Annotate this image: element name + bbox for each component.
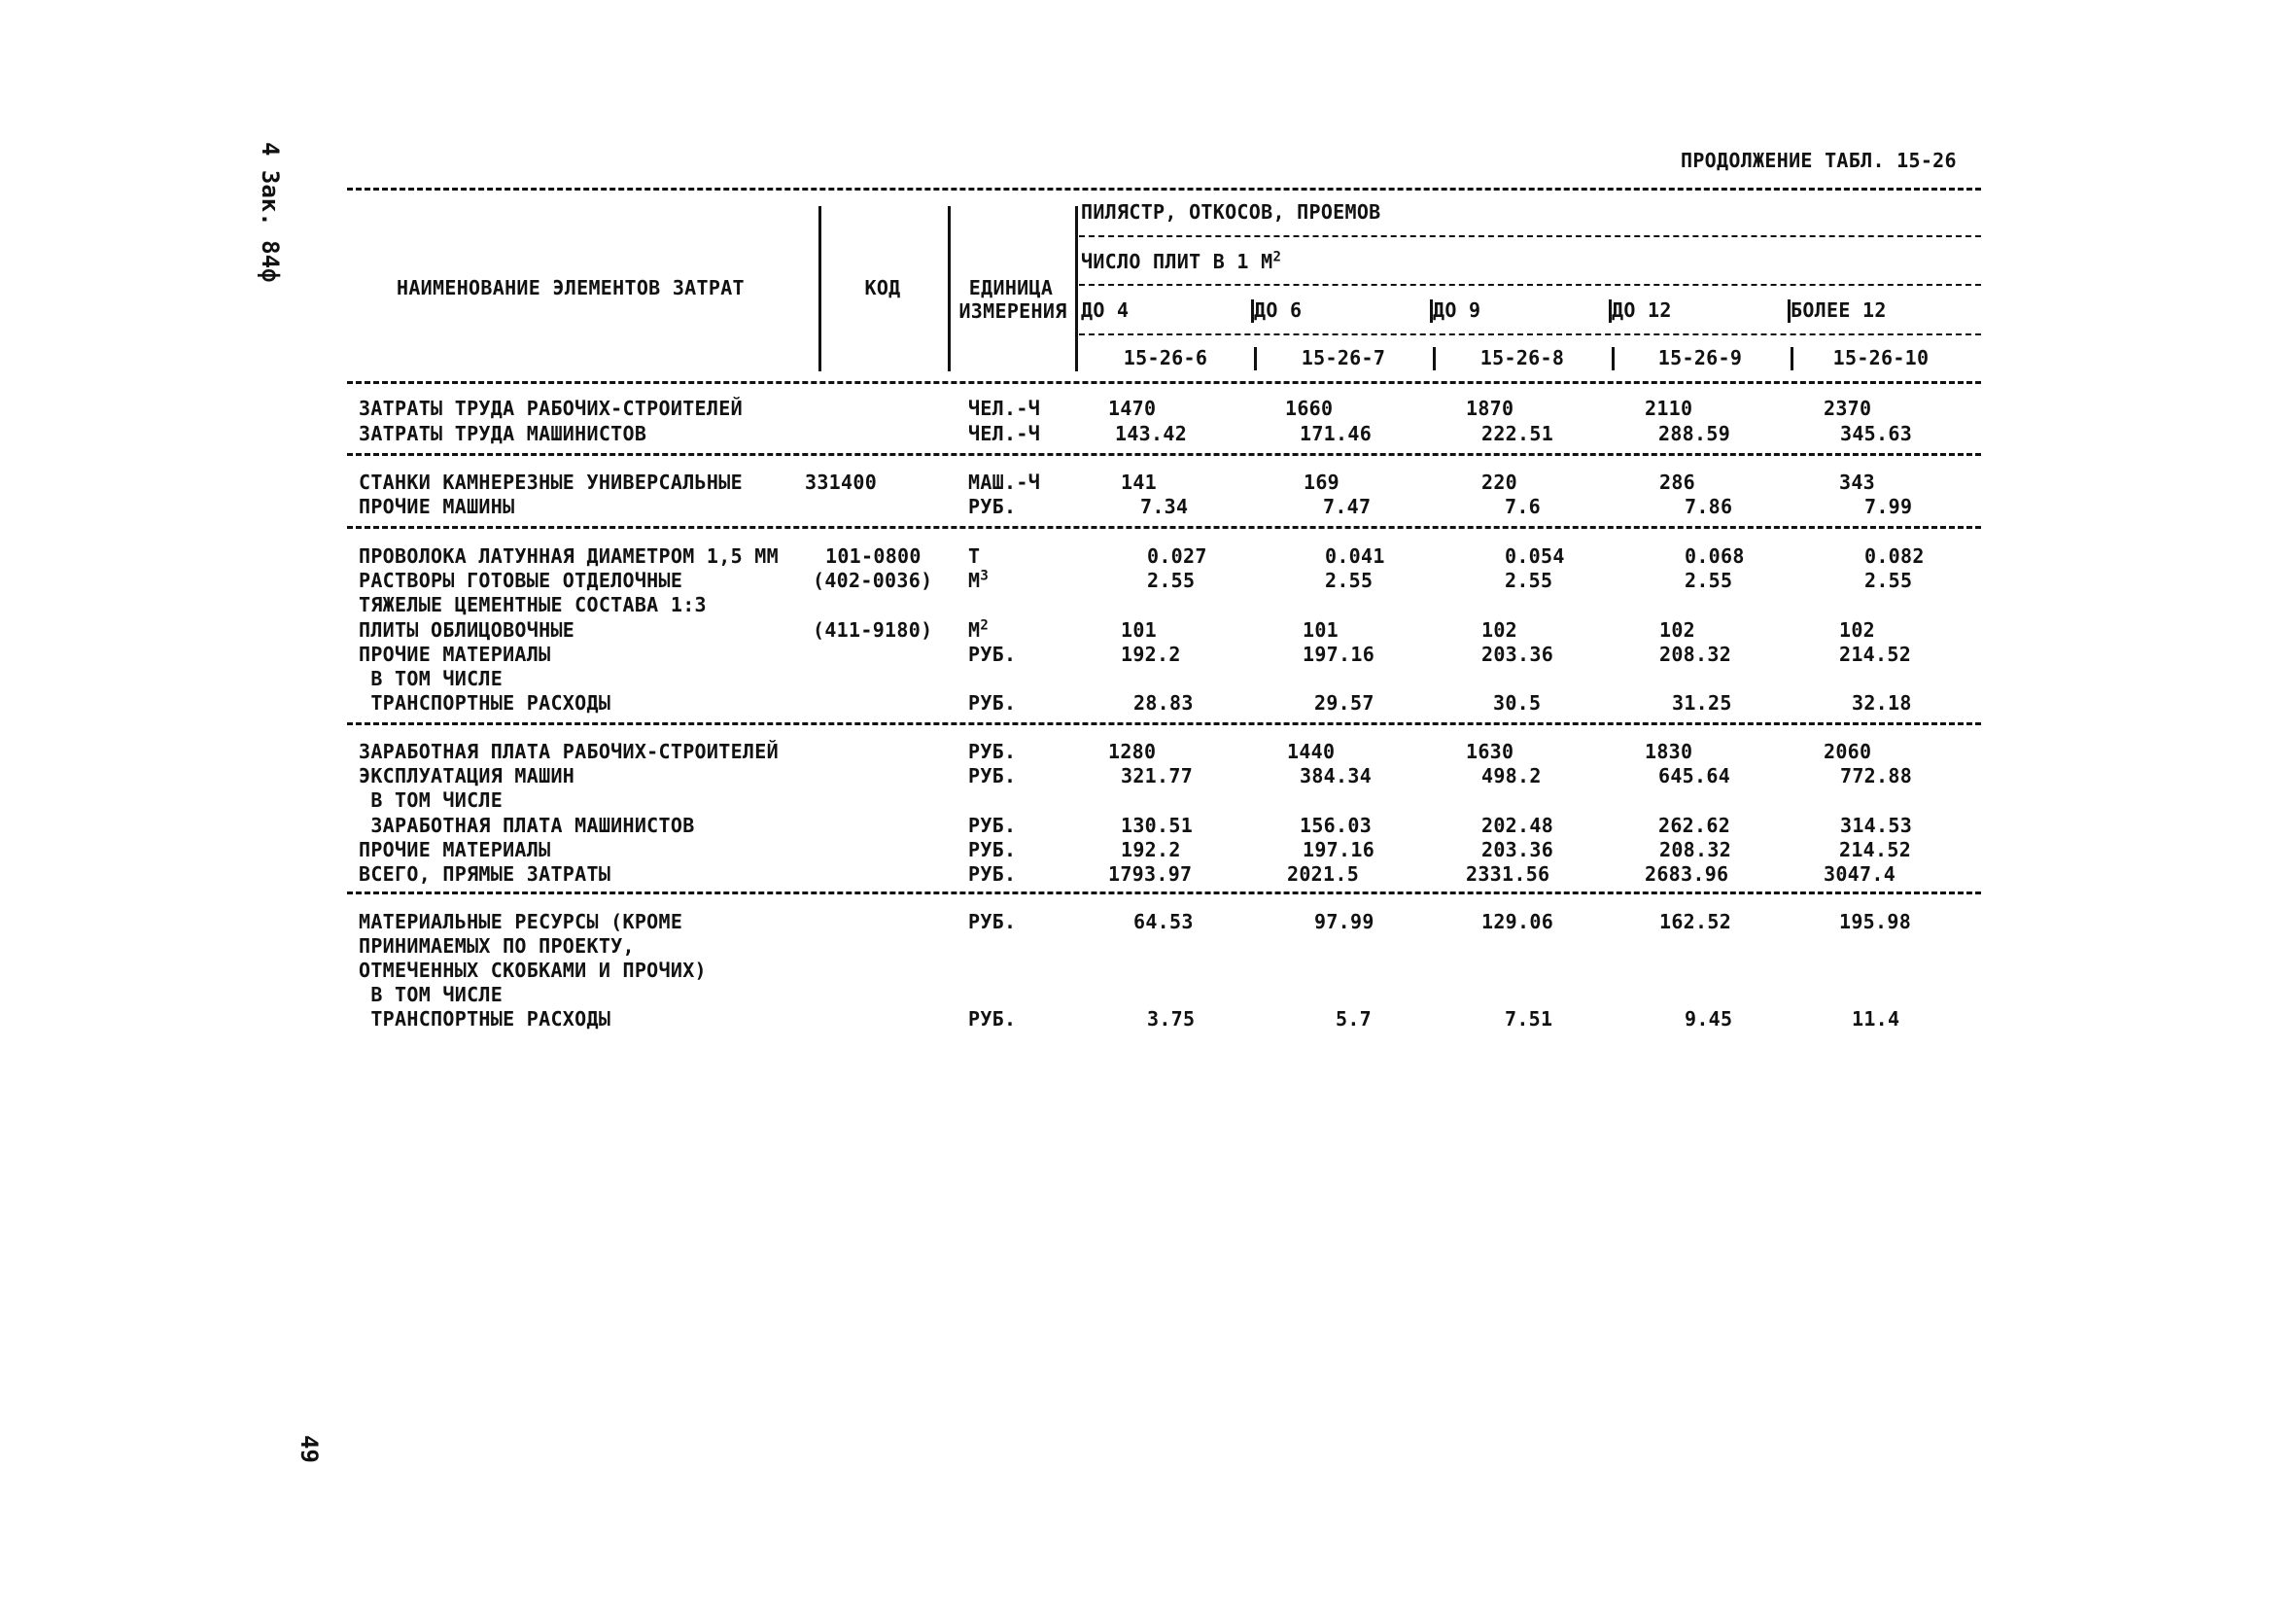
unit-sup: 2 — [980, 617, 990, 634]
row-value: 1440 — [1287, 740, 1336, 763]
row-value: 498.2 — [1481, 764, 1542, 787]
row-name: В ТОМ ЧИСЛЕ — [359, 788, 504, 812]
row-value: 195.98 — [1839, 910, 1912, 933]
unit-text: М — [968, 569, 981, 592]
range-3: ДО 9 — [1433, 298, 1481, 322]
range-divider — [1788, 299, 1791, 323]
code-5: 15-26-10 — [1832, 346, 1930, 369]
range-divider — [1251, 299, 1254, 323]
row-value: 203.36 — [1481, 643, 1554, 666]
range-5: БОЛЕЕ 12 — [1791, 298, 1887, 322]
row-value: 222.51 — [1481, 422, 1554, 445]
row-value: 3047.4 — [1824, 862, 1896, 886]
code-divider — [1254, 347, 1257, 370]
row-value: 156.03 — [1300, 814, 1373, 837]
row-name: ЗАТРАТЫ ТРУДА МАШИНИСТОВ — [359, 422, 647, 445]
row-unit: РУБ. — [968, 740, 1017, 763]
row-value: 197.16 — [1303, 643, 1375, 666]
row-name: ТЯЖЕЛЫЕ ЦЕМЕНТНЫЕ СОСТАВА 1:3 — [359, 593, 707, 616]
range-rule — [1079, 333, 1981, 335]
row-value: 288.59 — [1658, 422, 1731, 445]
code-2: 15-26-7 — [1301, 346, 1386, 369]
row-value: 0.041 — [1325, 544, 1385, 568]
row-value: 0.082 — [1864, 544, 1925, 568]
row-unit — [968, 570, 989, 591]
row-name: ПЛИТЫ ОБЛИЦОВОЧНЫЕ — [359, 618, 575, 642]
range-4: ДО 12 — [1612, 298, 1672, 322]
row-value: 192.2 — [1121, 643, 1181, 666]
row-name: ПРИНИМАЕМЫХ ПО ПРОЕКТУ, — [359, 934, 635, 958]
row-value: 2021.5 — [1287, 862, 1360, 886]
row-value: 1470 — [1108, 397, 1157, 420]
row-name: РАСТВОРЫ ГОТОВЫЕ ОТДЕЛОЧНЫЕ — [359, 569, 683, 592]
row-name: ПРОЧИЕ МАТЕРИАЛЫ — [359, 643, 551, 666]
row-value: 202.48 — [1481, 814, 1554, 837]
row-name: ТРАНСПОРТНЫЕ РАСХОДЫ — [359, 1007, 611, 1031]
row-value: 102 — [1481, 618, 1518, 642]
row-name: В ТОМ ЧИСЛЕ — [359, 667, 504, 690]
row-value: 314.53 — [1840, 814, 1913, 837]
row-value: 220 — [1481, 471, 1518, 494]
row-name: ПРОВОЛОКА ЛАТУННАЯ ДИАМЕТРОМ 1,5 ММ — [359, 544, 779, 568]
column-header-code: КОД — [864, 276, 901, 299]
range-2: ДО 6 — [1254, 298, 1303, 322]
column-header-unit-2: ИЗМЕРЕНИЯ — [958, 299, 1067, 323]
row-value: 0.054 — [1505, 544, 1565, 568]
section-rule — [347, 526, 1981, 529]
code-divider — [1612, 347, 1615, 370]
row-name: ЭКСПЛУАТАЦИЯ МАШИН — [359, 764, 575, 787]
row-value: 7.34 — [1140, 495, 1189, 518]
row-unit: РУБ. — [968, 691, 1017, 715]
range-1: ДО 4 — [1081, 298, 1130, 322]
header-top-rule — [347, 188, 1981, 191]
row-value: 7.99 — [1864, 495, 1913, 518]
row-value: 3.75 — [1147, 1007, 1196, 1031]
row-name: МАТЕРИАЛЬНЫЕ РЕСУРСЫ (КРОМЕ — [359, 910, 683, 933]
row-value: 321.77 — [1121, 764, 1194, 787]
row-value: 1630 — [1466, 740, 1514, 763]
row-name: СТАНКИ КАМНЕРЕЗНЫЕ УНИВЕРСАЛЬНЫЕ — [359, 471, 743, 494]
row-value: 772.88 — [1840, 764, 1913, 787]
row-code: 101-0800 — [825, 544, 922, 568]
row-unit: РУБ. — [968, 910, 1017, 933]
row-value: 214.52 — [1839, 838, 1912, 861]
header-bottom-rule — [347, 381, 1981, 384]
row-name: ВСЕГО, ПРЯМЫЕ ЗАТРАТЫ — [359, 862, 611, 886]
sub-title-text: ЧИСЛО ПЛИТ В 1 М — [1081, 250, 1273, 273]
row-value: 7.47 — [1323, 495, 1372, 518]
section-rule — [347, 453, 1981, 456]
row-value: 2.55 — [1325, 569, 1374, 592]
row-unit: ЧЕЛ.-Ч — [968, 397, 1041, 420]
row-name: ТРАНСПОРТНЫЕ РАСХОДЫ — [359, 691, 611, 715]
row-value: 28.83 — [1133, 691, 1194, 715]
row-unit: РУБ. — [968, 862, 1017, 886]
row-code: 331400 — [805, 471, 878, 494]
header-divider-code-unit — [948, 206, 951, 371]
row-value: 9.45 — [1685, 1007, 1733, 1031]
section-rule — [347, 722, 1981, 725]
row-unit: ЧЕЛ.-Ч — [968, 422, 1041, 445]
row-value: 169 — [1304, 471, 1340, 494]
row-name: ЗАТРАТЫ ТРУДА РАБОЧИХ-СТРОИТЕЛЕЙ — [359, 397, 743, 420]
row-unit: РУБ. — [968, 814, 1017, 837]
row-value: 0.027 — [1147, 544, 1207, 568]
row-value: 1830 — [1645, 740, 1693, 763]
row-value: 130.51 — [1121, 814, 1194, 837]
row-value: 101 — [1121, 618, 1158, 642]
row-unit: Т — [968, 544, 981, 568]
row-name: В ТОМ ЧИСЛЕ — [359, 983, 504, 1006]
header-divider-unit-values — [1075, 206, 1078, 371]
code-divider — [1791, 347, 1793, 370]
row-value: 2110 — [1645, 397, 1693, 420]
row-value: 343 — [1839, 471, 1876, 494]
margin-order-number: 4 Зак. 84ф — [257, 142, 284, 283]
row-code: (402-0036) — [813, 569, 933, 592]
row-value: 208.32 — [1659, 643, 1732, 666]
row-name: ЗАРАБОТНАЯ ПЛАТА МАШИНИСТОВ — [359, 814, 695, 837]
row-value: 7.51 — [1505, 1007, 1553, 1031]
code-1: 15-26-6 — [1123, 346, 1208, 369]
code-3: 15-26-8 — [1479, 346, 1565, 369]
row-value: 11.4 — [1852, 1007, 1900, 1031]
row-value: 286 — [1659, 471, 1696, 494]
column-header-name: НАИМЕНОВАНИЕ ЭЛЕМЕНТОВ ЗАТРАТ — [397, 276, 745, 299]
row-value: 31.25 — [1672, 691, 1732, 715]
row-value: 192.2 — [1121, 838, 1181, 861]
page-number: 49 — [296, 1435, 323, 1463]
row-value: 7.86 — [1685, 495, 1733, 518]
row-value: 7.6 — [1505, 495, 1542, 518]
row-value: 1280 — [1108, 740, 1157, 763]
row-unit: РУБ. — [968, 838, 1017, 861]
row-value: 2683.96 — [1645, 862, 1729, 886]
row-unit: МАШ.-Ч — [968, 471, 1041, 494]
column-header-unit-1: ЕДИНИЦА — [968, 276, 1054, 299]
range-divider — [1609, 299, 1612, 323]
sub-title — [1081, 251, 1281, 272]
row-value: 645.64 — [1658, 764, 1731, 787]
row-value: 203.36 — [1481, 838, 1554, 861]
group-title: ПИЛЯСТР, ОТКОСОВ, ПРОЕМОВ — [1081, 200, 1381, 224]
continuation-label: ПРОДОЛЖЕНИЕ ТАБЛ. 15-26 — [1681, 149, 1957, 172]
row-name: ЗАРАБОТНАЯ ПЛАТА РАБОЧИХ-СТРОИТЕЛЕЙ — [359, 740, 779, 763]
row-unit: РУБ. — [968, 1007, 1017, 1031]
row-value: 0.068 — [1685, 544, 1745, 568]
row-value: 2.55 — [1505, 569, 1553, 592]
row-unit: РУБ. — [968, 764, 1017, 787]
row-value: 2.55 — [1864, 569, 1913, 592]
row-value: 214.52 — [1839, 643, 1912, 666]
row-unit: РУБ. — [968, 495, 1017, 518]
sub-title-rule — [1079, 284, 1981, 286]
row-value: 32.18 — [1852, 691, 1912, 715]
row-value: 171.46 — [1300, 422, 1373, 445]
section-rule — [347, 891, 1981, 894]
row-unit — [968, 619, 989, 641]
row-value: 1660 — [1285, 397, 1334, 420]
row-name: ПРОЧИЕ МАТЕРИАЛЫ — [359, 838, 551, 861]
row-value: 102 — [1659, 618, 1696, 642]
range-divider — [1430, 299, 1433, 323]
row-value: 1793.97 — [1108, 862, 1193, 886]
row-value: 143.42 — [1115, 422, 1188, 445]
row-value: 162.52 — [1659, 910, 1732, 933]
row-value: 2370 — [1824, 397, 1872, 420]
row-name: ПРОЧИЕ МАШИНЫ — [359, 495, 515, 518]
row-value: 30.5 — [1493, 691, 1542, 715]
row-value: 2060 — [1824, 740, 1872, 763]
row-value: 101 — [1303, 618, 1339, 642]
row-value: 384.34 — [1300, 764, 1373, 787]
row-value: 197.16 — [1303, 838, 1375, 861]
unit-text: М — [968, 618, 981, 642]
row-value: 97.99 — [1314, 910, 1374, 933]
row-name: ОТМЕЧЕННЫХ СКОБКАМИ И ПРОЧИХ) — [359, 959, 707, 982]
row-unit: РУБ. — [968, 643, 1017, 666]
row-value: 345.63 — [1840, 422, 1913, 445]
row-value: 102 — [1839, 618, 1876, 642]
group-title-rule — [1079, 235, 1981, 237]
unit-sup: 3 — [980, 568, 990, 584]
row-value: 141 — [1121, 471, 1158, 494]
row-value: 2.55 — [1147, 569, 1196, 592]
row-value: 29.57 — [1314, 691, 1374, 715]
row-value: 64.53 — [1133, 910, 1194, 933]
sub-title-sup: 2 — [1272, 249, 1282, 265]
row-value: 2331.56 — [1466, 862, 1550, 886]
row-value: 262.62 — [1658, 814, 1731, 837]
code-4: 15-26-9 — [1657, 346, 1743, 369]
row-code: (411-9180) — [813, 618, 933, 642]
row-value: 5.7 — [1336, 1007, 1373, 1031]
row-value: 2.55 — [1685, 569, 1733, 592]
code-divider — [1433, 347, 1436, 370]
row-value: 129.06 — [1481, 910, 1554, 933]
row-value: 1870 — [1466, 397, 1514, 420]
header-divider-name-code — [818, 206, 821, 371]
row-value: 208.32 — [1659, 838, 1732, 861]
